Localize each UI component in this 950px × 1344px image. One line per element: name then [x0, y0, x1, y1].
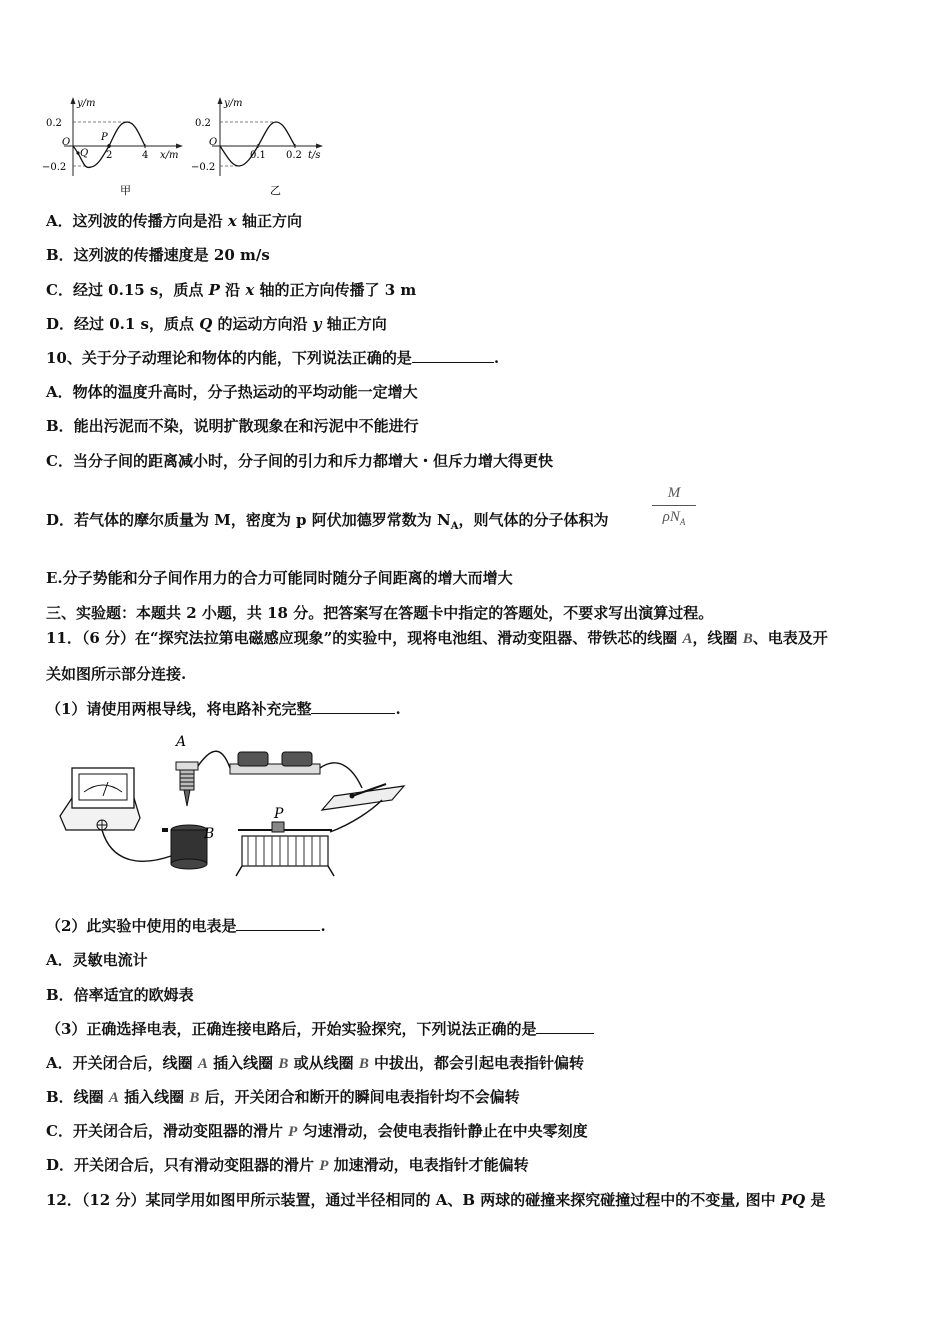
q10-option-e: E.分子势能和分子间作用力的合力可能同时随分子间距离的增大而增大 [46, 569, 513, 587]
jia-x-axis-label: x/m [160, 150, 179, 161]
q11-part2-option-a: A．灵敏电流计 [46, 951, 148, 969]
q11-stem-line1: 11．（6 分）在“探究法拉第电磁感应现象”的实验中，现将电池组、滑动变阻器、带铁芯的线圈 A，线圈 B、电表及开 [46, 629, 828, 647]
battery-pack-drawing [230, 752, 320, 774]
jia-caption: 甲 [120, 184, 131, 197]
yi-origin: O [209, 137, 218, 148]
yi-y-bot: −0.2 [191, 162, 216, 173]
q10-option-b: B．能出污泥而不染，说明扩散现象在和污泥中不能进行 [46, 417, 419, 435]
q10-answer-blank [412, 348, 494, 363]
q11-part3-option-c: C．开关闭合后，滑动变阻器的滑片 P 匀速滑动，会使电表指针静止在中央零刻度 [46, 1122, 588, 1140]
q9-option-d: D．经过 0.1 s，质点 Q 的运动方向沿 y 轴正方向 [46, 315, 387, 333]
molecular-volume-fraction: M $\rho N_A$ [652, 484, 696, 531]
wave-graph-yi [191, 97, 323, 197]
coil-b-drawing [162, 825, 207, 869]
coil-a-drawing [176, 762, 198, 806]
jia-tick-2: 2 [106, 150, 113, 161]
q9-option-a: A．这列波的传播方向是沿 x 轴正方向 [46, 212, 303, 230]
galvanometer-drawing [60, 768, 140, 830]
q11-part2-option-b: B．倍率适宜的欧姆表 [46, 986, 194, 1004]
q11-part3-option-b: B．线圈 A 插入线圈 B 后，开关闭合和断开的瞬间电表指针均不会偏转 [46, 1088, 520, 1106]
rheostat-slider-label: P [274, 806, 284, 822]
q11-part3: （3）正确选择电表，正确连接电路后，开始实验探究，下列说法正确的是 [46, 1019, 594, 1039]
q11-part1: （1）请使用两根导线，将电路补充完整 . [46, 700, 401, 718]
yi-tick-2: 0.2 [286, 150, 302, 161]
q11-part2: （2）此实验中使用的电表是 . [46, 917, 326, 935]
circuit-figure [52, 726, 412, 884]
yi-y-top: 0.2 [195, 118, 211, 129]
jia-y-axis-label: y/m [77, 98, 96, 109]
q10-option-c: C．当分子间的距离减小时，分子间的引力和斥力都增大・但斥力增大得更快 [46, 452, 553, 470]
yi-tick-1: 0.1 [250, 150, 266, 161]
q11-part3-answer-blank [536, 1019, 594, 1034]
jia-label-p: P [101, 132, 108, 143]
section-3-heading: 三、实验题：本题共 2 小题，共 18 分。把答案写在答题卡中指定的答题处，不要求写出演算过程。 [46, 604, 714, 622]
q10-stem: 10、关于分子动理论和物体的内能，下列说法正确的是 . [46, 349, 500, 367]
jia-label-q: Q [80, 148, 89, 159]
q9-option-c: C．经过 0.15 s，质点 P 沿 x 轴的正方向传播了 3 m [46, 281, 417, 299]
q11-part1-answer-blank [311, 699, 395, 714]
q11-part3-option-a: A．开关闭合后，线圈 A 插入线圈 B 或从线圈 B 中拔出，都会引起电表指针偏转 [46, 1054, 585, 1072]
coil-a-label: A [176, 734, 187, 750]
yi-caption: 乙 [270, 184, 281, 197]
q10-option-d: D．若气体的摩尔质量为 M，密度为 p 阿伏加德罗常数为 $N_A$，则气体的分子体积为 [46, 511, 609, 532]
yi-x-axis-label: t/s [308, 150, 321, 161]
q11-stem-line2: 关如图所示部分连接. [46, 665, 187, 683]
q12-stem: 12．（12 分）某同学用如图甲所示装置，通过半径相同的 A、B 两球的碰撞来探究碰撞过程中的不变量, 图中 PQ 是 [46, 1191, 826, 1209]
rheostat-drawing [236, 822, 334, 876]
coil-b-label: B [204, 826, 215, 842]
jia-y-bot: −0.2 [42, 162, 67, 173]
jia-y-top: 0.2 [46, 118, 62, 129]
wave-graph-jia [42, 97, 183, 197]
q11-part3-option-d: D．开关闭合后，只有滑动变阻器的滑片 P 加速滑动，电表指针才能偏转 [46, 1156, 529, 1174]
q9-option-b: B．这列波的传播速度是 20 m/s [46, 246, 270, 264]
switch-drawing [322, 784, 404, 810]
jia-tick-4: 4 [142, 150, 149, 161]
q11-part2-answer-blank [236, 916, 320, 931]
jia-origin: O [62, 137, 71, 148]
q10-option-a: A．物体的温度升高时，分子热运动的平均动能一定增大 [46, 383, 418, 401]
wave-graphs-figure [40, 94, 340, 202]
yi-y-axis-label: y/m [224, 98, 243, 109]
